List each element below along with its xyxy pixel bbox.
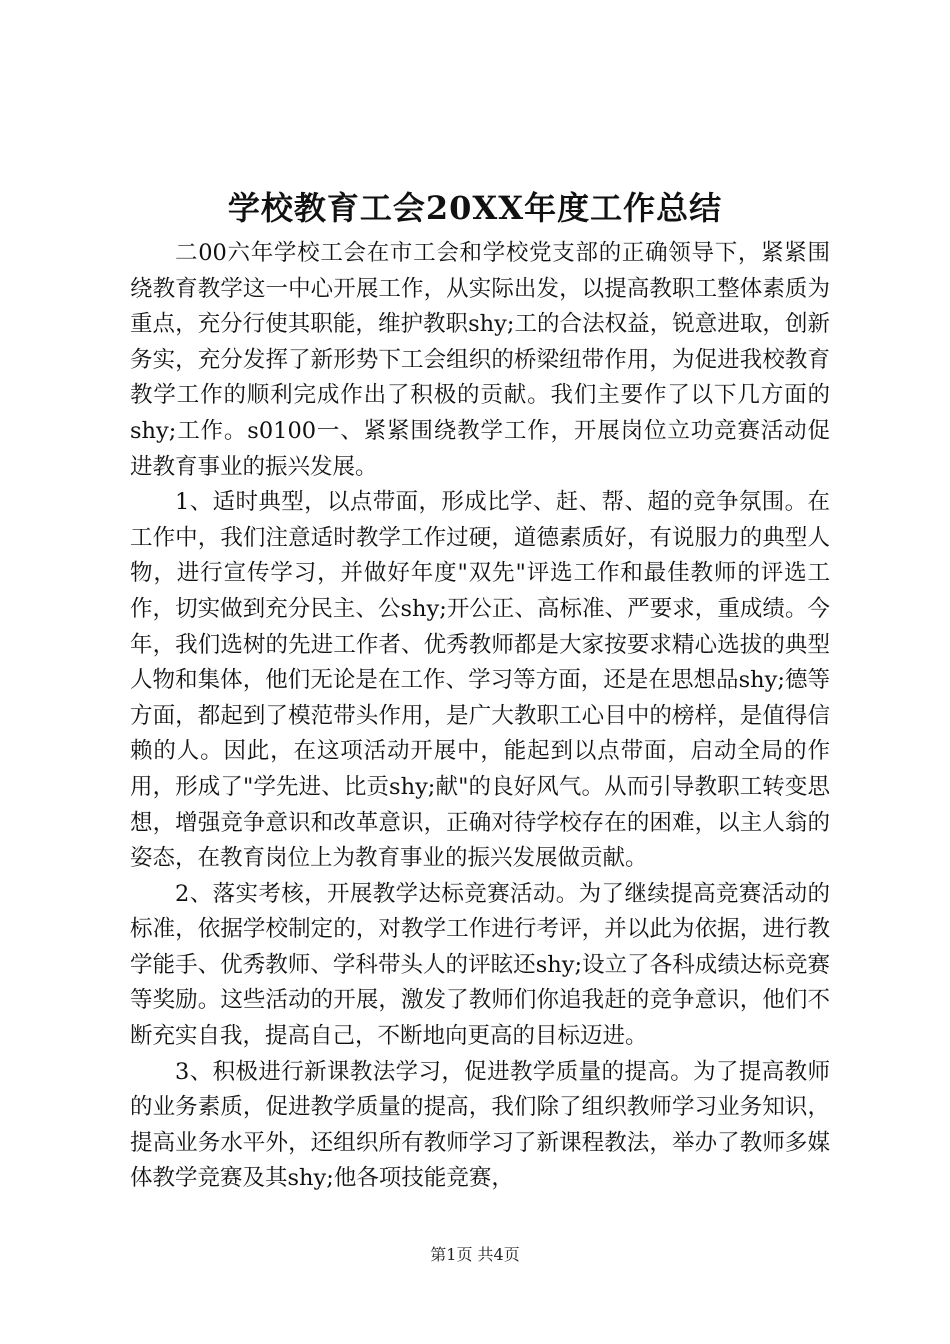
page-number-footer: 第1页 共4页 [430,1245,520,1264]
paragraph-intro: 二00六年学校工会在市工会和学校党支部的正确领导下，紧紧围绕教育教学这一中心开展工作，从实际出发，以提高教职工整体素质为重点，充分行使其职能，维护教职shy;工的合法权益，锐意进取，创新务实，充分发挥了新形势下工会组织的桥梁纽带作用，为促进我校教育教学工作的顺利完成作出了积极的贡献。我们主要作了以下几方面的shy;工作。s0100一、紧紧围绕教学工作，开展岗位立功竞赛活动促进教育事业的振兴发展。 [130,240,830,480]
document-title: 学校教育工会20XX年度工作总结 [227,189,723,227]
document-body [130,236,830,1197]
paragraph-item-3: 3、积极进行新课教法学习，促进教学质量的提高。为了提高教师的业务素质，促进教学质量的提高，我们除了组织教师学习业务知识，提高业务水平外，还组织所有教师学习了新课程教法，举办了教师多媒体教学竞赛及其shy;他各项技能竞赛， [130,1058,830,1192]
paragraph-item-1: 1、适时典型，以点带面，形成比学、赶、帮、超的竞争氛围。在工作中，我们注意适时教学工作过硬，道德素质好，有说服力的典型人物，进行宣传学习，并做好年度"双先"评选工作和最佳教师的评选工作，切实做到充分民主、公shy;开公正、高标准、严要求，重成绩。今年，我们选树的先进工作者、优秀教师都是大家按要求精心选拔的典型人物和集体，他们无论是在工作、学习等方面，还是在思想品shy;德等方面，都起到了模范带头作用，是广大教职工心目中的榜样，是值得信赖的人。因此，在这项活动开展中，能起到以点带面，启动全局的作用，形成了"学先进、比贡shy;献"的良好风气。从而引导教职工转变思想，增强竞争意识和改革意识，正确对待学校存在的困难，以主人翁的姿态，在教育岗位上为教育事业的振兴发展做贡献。 [130,489,830,872]
paragraph-item-2: 2、落实考核，开展教学达标竞赛活动。为了继续提高竞赛活动的标准，依据学校制定的，对教学工作进行考评，并以此为依据，进行教学能手、优秀教师、学科带头人的评眩还shy;设立了各科成绩达标竞赛等奖励。这些活动的开展，激发了教师们你追我赶的竞争意识，他们不断充实自我，提高自己，不断地向更高的目标迈进。 [130,880,830,1050]
